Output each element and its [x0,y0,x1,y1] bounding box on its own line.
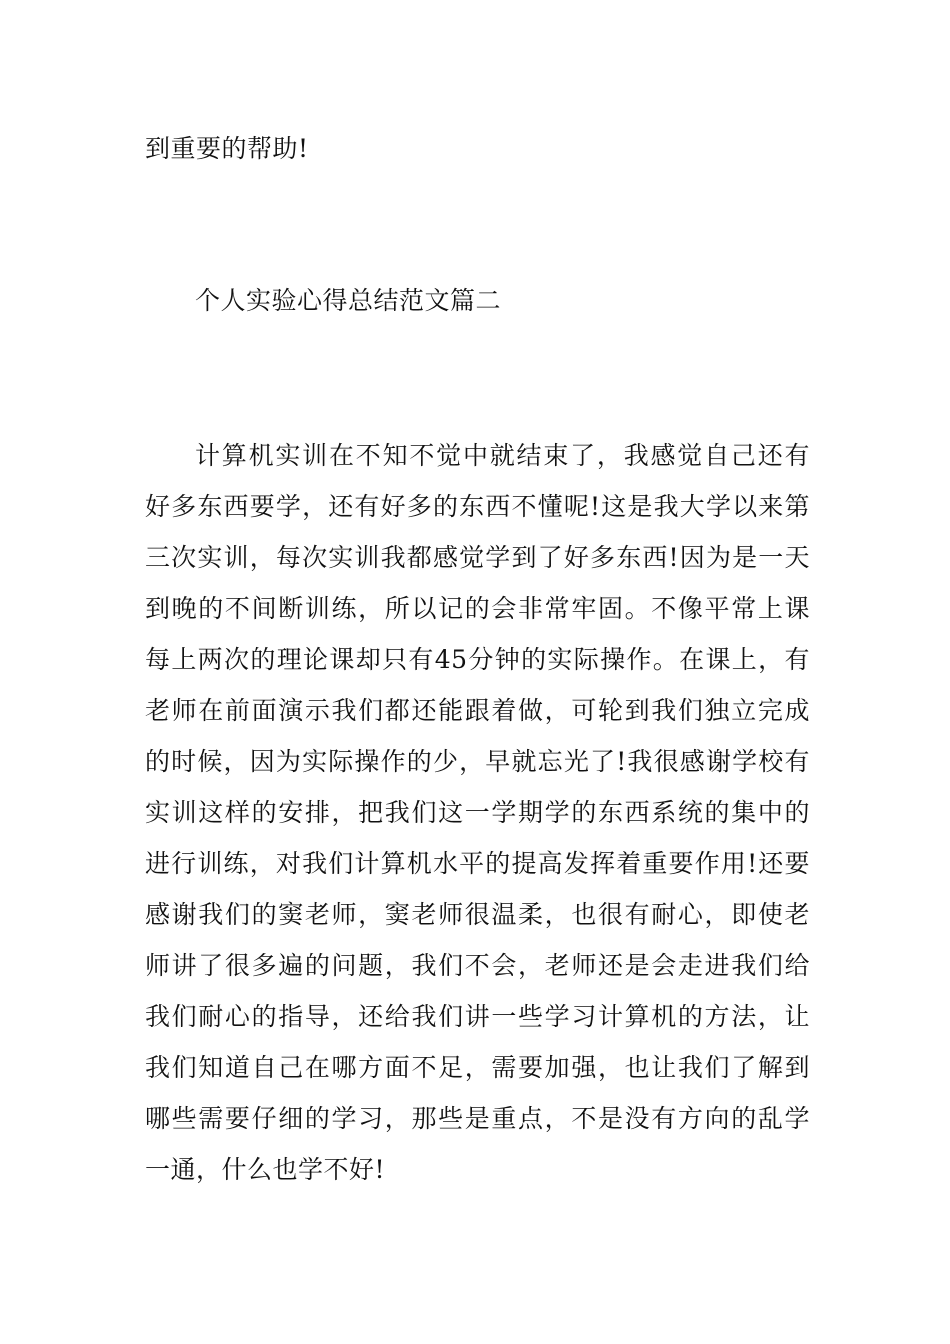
paragraph-line: 实训这样的安排，把我们这一学期学的东西系统的集中的 [145,798,810,827]
paragraph-line: 一通，什么也学不好! [145,1155,386,1184]
paragraph-line: 我们知道自己在哪方面不足，需要加强，也让我们了解到 [145,1053,810,1082]
paragraph-line: 感谢我们的窦老师，窦老师很温柔，也很有耐心，即使老 [145,900,810,929]
continued-text: 到重要的帮助! [145,134,309,163]
paragraph-line: 好多东西要学，还有好多的东西不懂呢!这是我大学以来第 [145,492,810,521]
paragraph-line: 进行训练，对我们计算机水平的提高发挥着重要作用!还要 [145,849,810,878]
paragraph-line: 我们耐心的指导，还给我们讲一些学习计算机的方法，让 [145,1002,810,1031]
section-heading: 个人实验心得总结范文篇二 [195,286,502,315]
paragraph-line: 三次实训，每次实训我都感觉学到了好多东西!因为是一天 [145,543,810,572]
body-paragraph [145,430,810,1195]
paragraph-line: 计算机实训在不知不觉中就结束了，我感觉自己还有 [195,441,810,470]
paragraph-line: 师讲了很多遍的问题，我们不会，老师还是会走进我们给 [145,951,810,980]
paragraph-line: 到晚的不间断训练，所以记的会非常牢固。不像平常上课 [145,594,810,623]
paragraph-line: 老师在前面演示我们都还能跟着做，可轮到我们独立完成 [145,696,810,725]
paragraph-line: 的时候，因为实际操作的少，早就忘光了!我很感谢学校有 [145,747,810,776]
paragraph-line: 每上两次的理论课却只有45分钟的实际操作。在课上，有 [145,645,810,674]
paragraph-line: 哪些需要仔细的学习，那些是重点，不是没有方向的乱学 [145,1104,810,1133]
